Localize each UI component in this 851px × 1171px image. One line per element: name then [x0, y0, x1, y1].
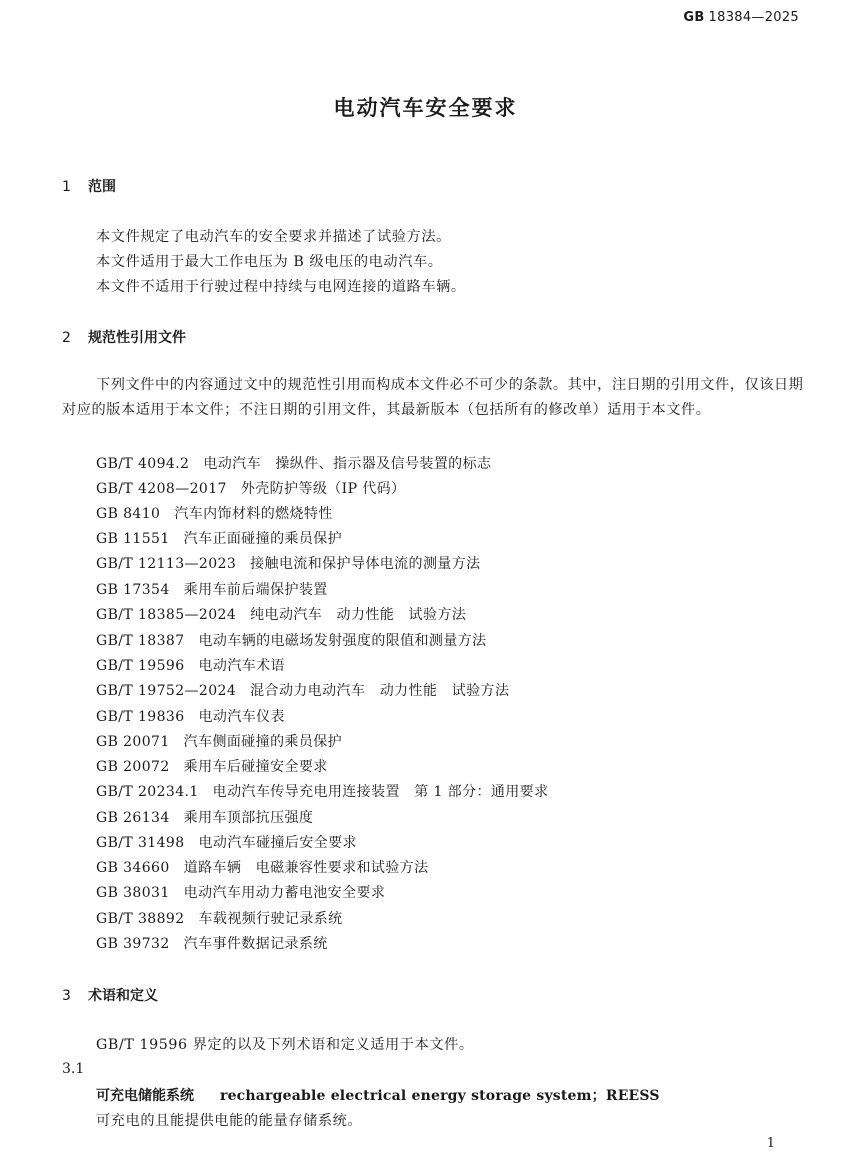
term-english: rechargeable electrical energy storage system；REESS	[220, 1088, 660, 1104]
reference-item	[96, 604, 466, 624]
section-3-heading	[62, 985, 158, 1005]
term-entry	[96, 1085, 660, 1105]
section-title: 规范性引用文件	[88, 330, 186, 346]
reference-item	[96, 528, 342, 548]
scope-paragraph: 本文件不适用于行驶过程中持续与电网连接的道路车辆。	[96, 279, 466, 295]
reference-code: GB/T 31498	[96, 835, 185, 851]
reference-title: 汽车事件数据记录系统	[183, 936, 328, 952]
reference-title: 电动车辆的电磁场发射强度的限值和测量方法	[198, 633, 487, 649]
reference-code: GB/T 19752—2024	[96, 683, 237, 699]
reference-item	[96, 478, 405, 498]
reference-code: GB/T 12113—2023	[96, 556, 237, 572]
section-number: 1	[62, 179, 71, 195]
normative-intro-paragraph: 下列文件中的内容通过文中的规范性引用而构成本文件必不可少的条款。其中，注日期的引用文件，仅该日期对应的版本适用于本文件；不注日期的引用文件，其最新版本（包括所有的修改单）适用于本文件。	[62, 377, 804, 418]
reference-item	[96, 553, 481, 573]
reference-item	[96, 781, 548, 801]
reference-code: GB/T 38892	[96, 911, 185, 927]
reference-title: 道路车辆 电磁兼容性要求和试验方法	[183, 860, 429, 876]
reference-item	[96, 832, 357, 852]
reference-title: 车载视频行驶记录系统	[198, 911, 343, 927]
term-definition: 可充电的且能提供电能的能量存储系统。	[96, 1113, 363, 1129]
reference-title: 外壳防护等级（IP 代码）	[240, 481, 406, 497]
standard-number: 18384—2025	[708, 10, 799, 25]
reference-title: 汽车内饰材料的燃烧特性	[174, 506, 333, 522]
reference-item	[96, 908, 343, 928]
reference-title: 乘用车顶部抗压强度	[183, 810, 314, 826]
reference-code: GB/T 4094.2	[96, 456, 190, 472]
reference-code: GB 39732	[96, 936, 170, 952]
reference-title: 汽车侧面碰撞的乘员保护	[183, 734, 343, 750]
reference-item	[96, 882, 385, 902]
reference-code: GB/T 18387	[96, 633, 185, 649]
reference-title: 电动汽车碰撞后安全要求	[198, 835, 357, 851]
reference-item	[96, 503, 333, 523]
reference-code: GB 17354	[96, 582, 170, 598]
reference-code: GB 11551	[96, 531, 170, 547]
reference-item	[96, 630, 487, 650]
reference-code: GB/T 4208—2017	[96, 481, 227, 497]
reference-item	[96, 756, 328, 776]
page-number: 1	[766, 1136, 775, 1151]
standard-prefix: GB	[683, 10, 705, 25]
reference-title: 电动汽车仪表	[198, 709, 285, 725]
section-2-heading	[62, 327, 186, 347]
reference-code: GB/T 19836	[96, 709, 185, 725]
reference-code: GB 8410	[96, 506, 161, 522]
reference-item	[96, 655, 285, 675]
reference-title: 汽车正面碰撞的乘员保护	[183, 531, 343, 547]
section-number: 3	[62, 988, 71, 1004]
reference-item	[96, 680, 509, 700]
reference-title: 纯电动汽车 动力性能 试验方法	[250, 607, 467, 623]
reference-item	[96, 453, 491, 473]
reference-item	[96, 933, 328, 953]
reference-item	[96, 579, 328, 599]
reference-code: GB 38031	[96, 885, 170, 901]
reference-code: GB 26134	[96, 810, 170, 826]
reference-title: 电动汽车传导充电用连接装置 第 1 部分：通用要求	[212, 784, 549, 800]
clause-number: 3.1	[62, 1061, 85, 1077]
section-title: 术语和定义	[88, 988, 158, 1004]
reference-item	[96, 807, 313, 827]
standard-code	[683, 10, 799, 25]
reference-title: 乘用车前后端保护装置	[183, 582, 328, 598]
scope-paragraph: 本文件规定了电动汽车的安全要求并描述了试验方法。	[96, 229, 451, 245]
term-chinese: 可充电储能系统	[96, 1088, 194, 1104]
section-number: 2	[62, 330, 71, 346]
section-title: 范围	[88, 179, 116, 195]
reference-code: GB 34660	[96, 860, 170, 876]
reference-title: 接触电流和保护导体电流的测量方法	[250, 556, 481, 572]
reference-title: 电动汽车术语	[198, 658, 285, 674]
reference-title: 电动汽车用动力蓄电池安全要求	[183, 885, 386, 901]
reference-code: GB/T 20234.1	[96, 784, 199, 800]
terms-intro-paragraph: GB/T 19596 界定的以及下列术语和定义适用于本文件。	[96, 1037, 474, 1053]
reference-code: GB 20071	[96, 734, 170, 750]
scope-paragraph: 本文件适用于最大工作电压为 B 级电压的电动汽车。	[96, 254, 443, 270]
reference-item	[96, 857, 428, 877]
reference-code: GB 20072	[96, 759, 170, 775]
reference-title: 乘用车后碰撞安全要求	[183, 759, 328, 775]
reference-code: GB/T 18385—2024	[96, 607, 237, 623]
document-title: 电动汽车安全要求	[333, 96, 518, 120]
reference-title: 电动汽车 操纵件、指示器及信号装置的标志	[203, 456, 492, 472]
reference-item	[96, 731, 342, 751]
reference-item	[96, 706, 285, 726]
section-1-heading	[62, 176, 116, 196]
reference-title: 混合动力电动汽车 动力性能 试验方法	[250, 683, 510, 699]
reference-code: GB/T 19596	[96, 658, 185, 674]
